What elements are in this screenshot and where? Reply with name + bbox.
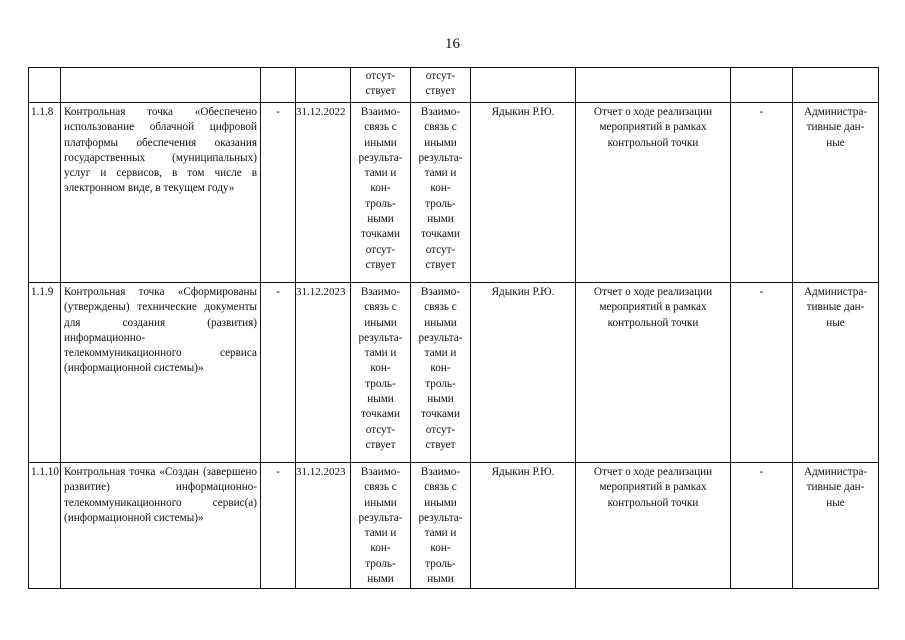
cell-relation-2: отсут- ствует	[411, 68, 471, 103]
row-dash: -	[261, 283, 296, 463]
cell-dash	[261, 68, 296, 103]
row-document: Отчет о ходе реализации мероприятий в рамках контрольной точки	[576, 103, 731, 283]
table-row	[29, 283, 879, 463]
row-name: Контрольная точка «Создан (завершено развитие) информационно-телекоммуникационного сервис(а) (информационной системы)»	[61, 463, 261, 589]
row-dash-2: -	[731, 103, 793, 283]
row-document: Отчет о ходе реализации мероприятий в рамках контрольной точки	[576, 283, 731, 463]
row-name: Контрольная точка «Сформированы (утверждены) технические документы для создания (развития) информационно-телекоммуникационного сервиса (информационной системы)»	[61, 283, 261, 463]
row-number: 1.1.9	[29, 283, 61, 463]
row-number: 1.1.8	[29, 103, 61, 283]
cell-document	[576, 68, 731, 103]
cell-name	[61, 68, 261, 103]
row-dash: -	[261, 103, 296, 283]
row-source: Администра- тивные дан- ные	[793, 463, 879, 589]
row-relation-1: Взаимо- связь с иными результа- тами и кон- троль- ными точками отсут- ствует	[351, 103, 411, 283]
cell-date	[296, 68, 351, 103]
row-relation-2: Взаимо- связь с иными результа- тами и кон- троль- ными точками отсут- ствует	[411, 283, 471, 463]
row-responsible: Ядыкин Р.Ю.	[471, 283, 576, 463]
page-number: 16	[445, 36, 460, 52]
table-row-continuation	[29, 68, 879, 103]
row-source: Администра- тивные дан- ные	[793, 283, 879, 463]
table-row	[29, 463, 879, 589]
row-relation-1: Взаимо- связь с иными результа- тами и кон- троль- ными	[351, 463, 411, 589]
row-dash: -	[261, 463, 296, 589]
row-relation-2: Взаимо- связь с иными результа- тами и кон- троль- ными	[411, 463, 471, 589]
cell-relation-1: отсут- ствует	[351, 68, 411, 103]
row-responsible: Ядыкин Р.Ю.	[471, 103, 576, 283]
cell-num	[29, 68, 61, 103]
row-date: 31.12.2022	[296, 103, 351, 283]
row-relation-1: Взаимо- связь с иными результа- тами и кон- троль- ными точками отсут- ствует	[351, 283, 411, 463]
table-row	[29, 103, 879, 283]
control-points-table	[28, 67, 879, 589]
row-number: 1.1.10	[29, 463, 61, 589]
cell-dash-2	[731, 68, 793, 103]
row-dash-2: -	[731, 283, 793, 463]
row-relation-2: Взаимо- связь с иными результа- тами и кон- троль- ными точками отсут- ствует	[411, 103, 471, 283]
cell-responsible	[471, 68, 576, 103]
cell-source	[793, 68, 879, 103]
row-date: 31.12.2023	[296, 463, 351, 589]
row-responsible: Ядыкин Р.Ю.	[471, 463, 576, 589]
row-dash-2: -	[731, 463, 793, 589]
row-name: Контрольная точка «Обеспечено использование облачной цифровой платформы обеспечения оказания государственных (муниципальных) услуг и сервисов, в том числе в электронном виде, в текущем году»	[61, 103, 261, 283]
row-document: Отчет о ходе реализации мероприятий в рамках контрольной точки	[576, 463, 731, 589]
row-date: 31.12.2023	[296, 283, 351, 463]
row-source: Администра- тивные дан- ные	[793, 103, 879, 283]
